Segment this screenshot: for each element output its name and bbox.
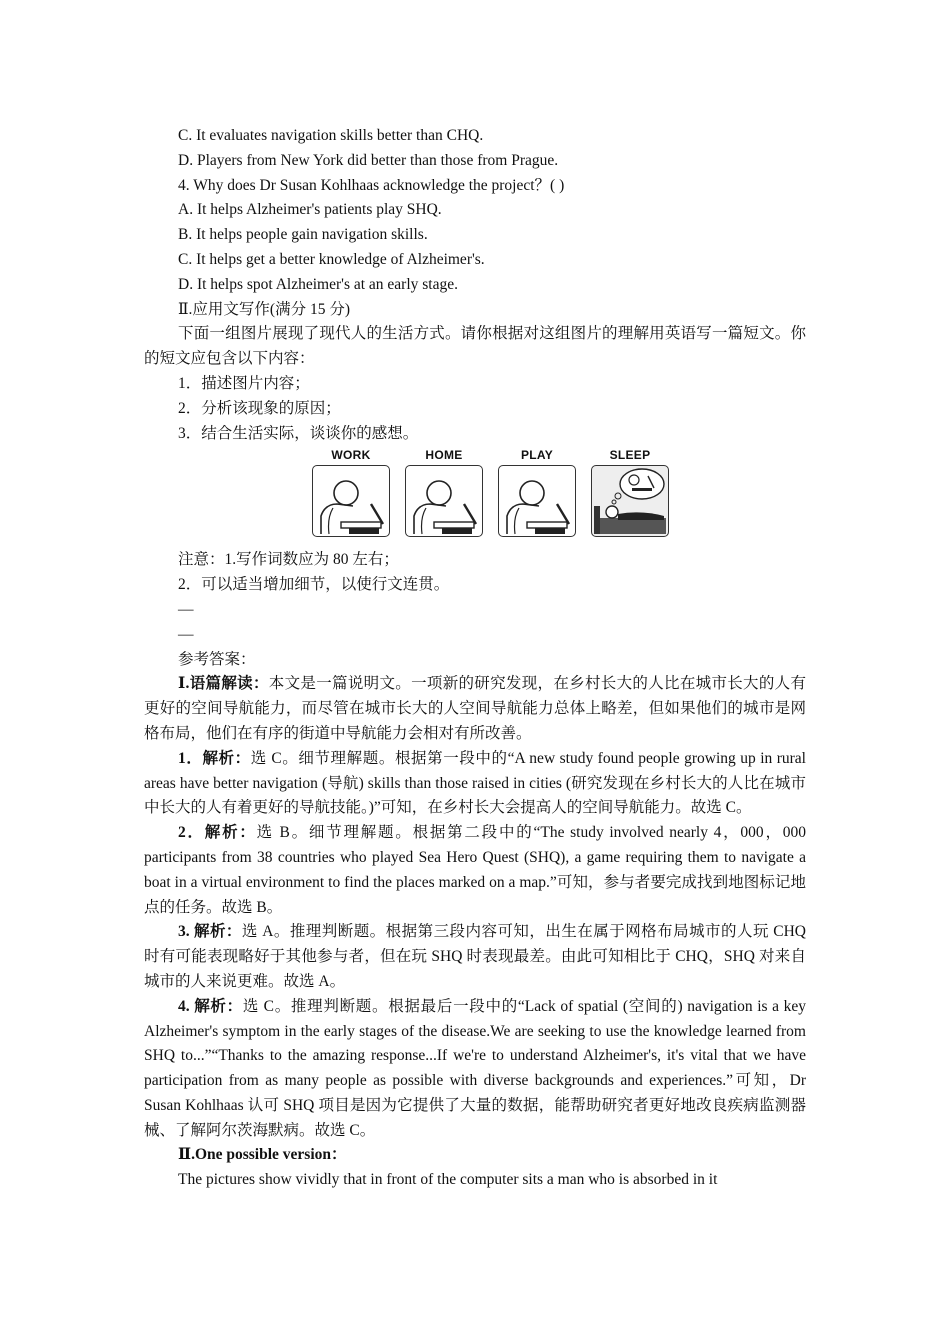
answer-1 — [144, 747, 806, 821]
reading-analysis-label: Ⅰ.语篇解读： — [178, 675, 269, 693]
q3-option-d: D. Players from New York did better than those from Prague. — [178, 151, 559, 169]
writing-heading: Ⅱ.应用文写作(满分 15 分) — [178, 300, 350, 318]
sample-version-heading: Ⅱ.One possible version： — [178, 1146, 347, 1164]
panel-play — [498, 448, 576, 544]
sleeping-dream-illustration — [591, 465, 669, 537]
panel-label: HOME — [425, 448, 463, 463]
panel-label: PLAY — [520, 448, 554, 463]
writing-note-1: 注意：1.写作词数应为 80 左右； — [178, 551, 399, 569]
answer-line: — — [178, 600, 194, 618]
writing-intro: 下面一组图片展现了现代人的生活方式。请你根据对这组图片的理解用英语写一篇短文。你的短文应包含以下内容： — [144, 325, 806, 368]
answer-4-text: 选 C。推理判断题。根据最后一段中的“Lack of spatial (空间的) navigation is a key Alzheimer's symptom in the early stages of the disease.We are seeking to use the knowledge learned from SHQ to...”“Thanks to the amazing response...If we're to understand Alzheimer's, it's vital that we have participation from as many people as possible with diverse backgrounds and experiences.”可知，Dr Susan Kohlhaas 认可 SHQ 项目是因为它提供了大量的数据，能帮助研究者更好地改良疾病监测器械、了解阿尔茨海默病。故选 C。 — [144, 997, 806, 1139]
panel-home — [405, 448, 483, 544]
q4-option-a: A. It helps Alzheimer's patients play SHQ. — [178, 201, 442, 219]
q3-option-c: C. It evaluates navigation skills better than CHQ. — [178, 127, 484, 144]
lifestyle-cartoon — [312, 448, 806, 544]
q4-option-d: D. It helps spot Alzheimer's at an early stage. — [178, 275, 458, 293]
computer-user-illustration — [405, 465, 483, 537]
answer-1-text: 选 C。细节理解题。根据第一段中的“A new study found people growing up in rural areas have better navigation (导航) skills than those raised in cities (研究发现在乡村长大的人比在城市中长大的人有着更好的导航技能。)”可知，在乡村长大会提高人的空间导航能力。故选 C。 — [144, 749, 806, 817]
answer-3-label: 3. 解析： — [178, 923, 242, 941]
answer-4-label: 4. 解析： — [178, 997, 243, 1015]
computer-user-illustration — [498, 465, 576, 537]
answer-line: — — [178, 625, 194, 643]
writing-item-2: 2．分析该现象的原因； — [178, 399, 341, 417]
answer-3 — [144, 920, 806, 994]
answer-2-label: 2．解析： — [178, 824, 257, 842]
reading-analysis-text: 本文是一篇说明文。一项新的研究发现，在乡村长大的人比在城市长大的人有更好的空间导航能力，而尽管在城市长大的人空间导航能力总体上略差，但如果他们的城市是网格布局，他们在有序的街道中导航能力会相对有所改善。 — [144, 675, 806, 742]
q4-option-c: C. It helps get a better knowledge of Alzheimer's. — [178, 250, 485, 268]
q4-stem: 4. Why does Dr Susan Kohlhaas acknowledge the project？( ) — [178, 176, 565, 194]
reading-analysis — [144, 672, 806, 746]
writing-note-2: 2．可以适当增加细节，以使行文连贯。 — [178, 576, 450, 594]
writing-item-1: 1．描述图片内容； — [178, 374, 310, 392]
answers-heading: 参考答案： — [178, 650, 256, 668]
answer-4 — [144, 995, 806, 1144]
sample-version-text: The pictures show vividly that in front of the computer sits a man who is absorbed in it — [178, 1171, 718, 1189]
panel-label: WORK — [331, 448, 371, 463]
answer-2-text: 选 B。细节理解题。根据第二段中的“The study involved nearly 4，000，000 participants from 38 countries who played Sea Hero Quest (SHQ), a game requiring them to navigate a boat in a virtual environment to find the places marked on a map.”可知，参与者要完成找到地图标记地点的任务。故选 B。 — [144, 824, 806, 916]
document-body — [144, 124, 806, 1193]
answer-3-text: 选 A。推理判断题。根据第三段内容可知，出生在属于网格布局城市的人玩 CHQ 时有可能表现略好于其他参与者，但在玩 SHQ 时表现最差。由此可知相比于 CHQ，SHQ 对来自城市的人来说更难。故选 A。 — [144, 923, 806, 990]
writing-item-3: 3．结合生活实际，谈谈你的感想。 — [178, 424, 419, 442]
panel-work — [312, 448, 390, 544]
answer-2 — [144, 821, 806, 920]
panel-sleep — [591, 448, 669, 544]
q4-option-b: B. It helps people gain navigation skills. — [178, 226, 428, 244]
panel-label: SLEEP — [609, 448, 651, 463]
computer-user-illustration — [312, 465, 390, 537]
answer-1-label: 1．解析： — [178, 749, 251, 767]
